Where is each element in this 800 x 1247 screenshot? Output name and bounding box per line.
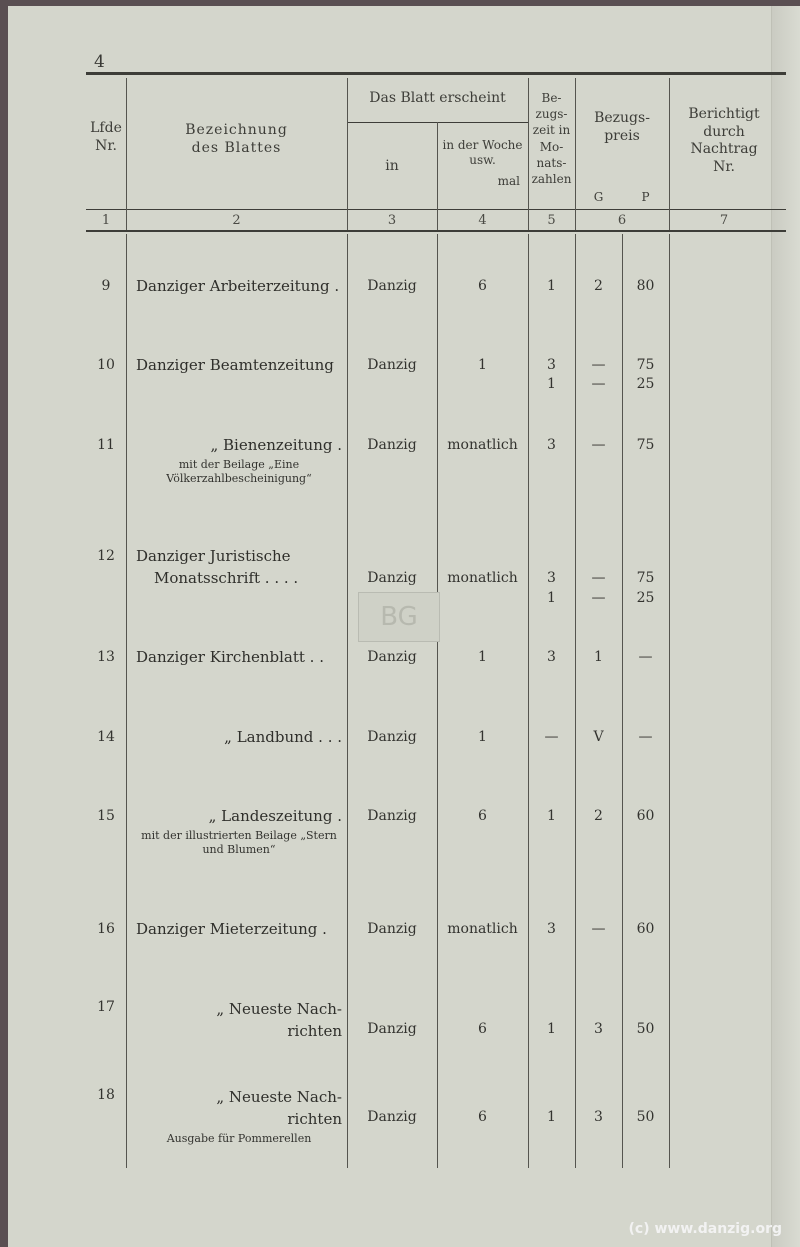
row-zeit-2: 1 (547, 590, 556, 606)
row-ort: Danzig (367, 808, 417, 824)
row-woche: 1 (478, 649, 487, 665)
numbers-rule (86, 230, 786, 232)
row-p: 75 (636, 437, 655, 453)
row-nr: 14 (97, 729, 115, 745)
row-name: Danziger Beamtenzeitung (136, 356, 334, 374)
col-line-5 (575, 78, 576, 230)
row-name: „ Neueste Nach- (216, 1000, 342, 1018)
row-ort: Danzig (367, 570, 417, 586)
col-number-4: 4 (478, 213, 487, 228)
row-p-2: 25 (636, 376, 655, 392)
page-number: 4 (94, 52, 105, 72)
row-ort: Danzig (367, 921, 417, 937)
row-p: 75 (636, 570, 655, 586)
row-p: 50 (636, 1109, 655, 1125)
body-line-1 (126, 234, 127, 1168)
row-name: „ Landeszeitung . (208, 807, 342, 825)
row-woche: 6 (478, 1109, 487, 1125)
row-name: Danziger Arbeiterzeitung . (136, 277, 340, 295)
header-bezeichnung: Bezeichnung des Blattes (185, 122, 288, 156)
row-nr: 15 (97, 808, 115, 824)
row-g: 1 (594, 649, 603, 665)
row-woche: monatlich (447, 921, 518, 937)
body-line-7 (669, 234, 670, 1168)
row-zeit-2: 1 (547, 376, 556, 392)
row-g: 2 (594, 278, 603, 294)
row-woche: 6 (478, 278, 487, 294)
row-nr: 16 (97, 921, 115, 937)
row-ort: Danzig (367, 357, 417, 373)
erscheint-rule (348, 122, 528, 123)
row-g: — (591, 921, 606, 937)
row-subtitle: mit der illustrierten Beilage „Stern und Blumen“ (141, 829, 337, 857)
row-name: „ Neueste Nach- (216, 1088, 342, 1106)
row-zeit: 3 (547, 649, 556, 665)
col-number-1: 1 (101, 213, 111, 228)
col-number-5: 5 (547, 213, 556, 228)
row-ort: Danzig (367, 649, 417, 665)
row-nr: 12 (97, 548, 115, 564)
row-ort: Danzig (367, 1109, 417, 1125)
header-rule (86, 209, 786, 210)
row-woche: 1 (478, 357, 487, 373)
row-name-2: richten (287, 1110, 342, 1128)
row-name: Danziger Mieterzeitung . (136, 920, 327, 938)
row-woche: monatlich (447, 437, 518, 453)
top-rule (86, 72, 786, 75)
col-number-2: 2 (232, 213, 241, 228)
row-nr: 13 (97, 649, 115, 665)
row-nr: 18 (97, 1087, 115, 1103)
row-woche: 6 (478, 808, 487, 824)
document-page (8, 6, 800, 1247)
row-name-2: Monatsschrift . . . . (154, 569, 299, 587)
row-woche: monatlich (447, 570, 518, 586)
row-p: 50 (636, 1021, 655, 1037)
row-zeit: 3 (547, 570, 556, 586)
row-g-2: — (591, 590, 606, 606)
row-name: Danziger Kirchenblatt . . (136, 648, 324, 666)
copyright-credit: (c) www.danzig.org (628, 1221, 782, 1237)
row-zeit: — (544, 729, 559, 745)
row-g: 3 (594, 1109, 603, 1125)
row-ort: Danzig (367, 278, 417, 294)
row-zeit: 1 (547, 1109, 556, 1125)
row-p-2: 25 (636, 590, 655, 606)
row-p: 60 (636, 921, 655, 937)
header-g: G (593, 190, 604, 204)
row-ort: Danzig (367, 437, 417, 453)
row-nr: 9 (101, 278, 111, 294)
row-zeit: 1 (547, 278, 556, 294)
row-zeit: 3 (547, 357, 556, 373)
header-erscheint: Das Blatt erscheint (369, 90, 506, 106)
header-in: in (385, 158, 399, 174)
header-berichtigt: Berichtigt durch Nachtrag Nr. (688, 106, 760, 175)
row-woche: 6 (478, 1021, 487, 1037)
row-zeit: 3 (547, 921, 556, 937)
header-lfde: Lfde Nr. (90, 120, 122, 154)
row-zeit: 1 (547, 808, 556, 824)
header-bezugspreis: Bezugs- preis (594, 110, 650, 144)
row-ort: Danzig (367, 1021, 417, 1037)
row-nr: 10 (97, 357, 115, 373)
row-subtitle: Ausgabe für Pommerellen (166, 1132, 312, 1145)
row-g: V (593, 729, 604, 745)
row-p: 80 (636, 278, 655, 294)
row-g: 3 (594, 1021, 603, 1037)
page-fold (771, 6, 800, 1247)
row-name: „ Landbund . . . (224, 728, 342, 746)
row-name-2: richten (287, 1022, 342, 1040)
row-g: — (591, 437, 606, 453)
row-woche: 1 (478, 729, 487, 745)
row-g-2: — (591, 376, 606, 392)
col-number-7: 7 (719, 213, 729, 228)
header-p: P (641, 190, 650, 204)
row-nr: 11 (97, 437, 115, 453)
row-ort: Danzig (367, 729, 417, 745)
row-g: — (591, 357, 606, 373)
library-watermark: BG (358, 592, 440, 642)
row-name: Danziger Juristische (136, 547, 291, 565)
row-name: „ Bienenzeitung . (210, 436, 342, 454)
row-zeit: 1 (547, 1021, 556, 1037)
header-bezugszeit: Be- zugs- zeit in Mo- nats- zahlen (531, 91, 572, 186)
row-g: 2 (594, 808, 603, 824)
row-subtitle: mit der Beilage „Eine Völkerzahlbescheinigung“ (166, 458, 312, 486)
row-nr: 17 (97, 999, 115, 1015)
row-p: — (638, 649, 653, 665)
row-p: — (638, 729, 653, 745)
row-p: 60 (636, 808, 655, 824)
header-woche: in der Woche usw. mal (442, 138, 523, 188)
col-number-6: 6 (617, 213, 627, 228)
col-number-3: 3 (387, 213, 397, 228)
row-zeit: 3 (547, 437, 556, 453)
row-g: — (591, 570, 606, 586)
row-p: 75 (636, 357, 655, 373)
